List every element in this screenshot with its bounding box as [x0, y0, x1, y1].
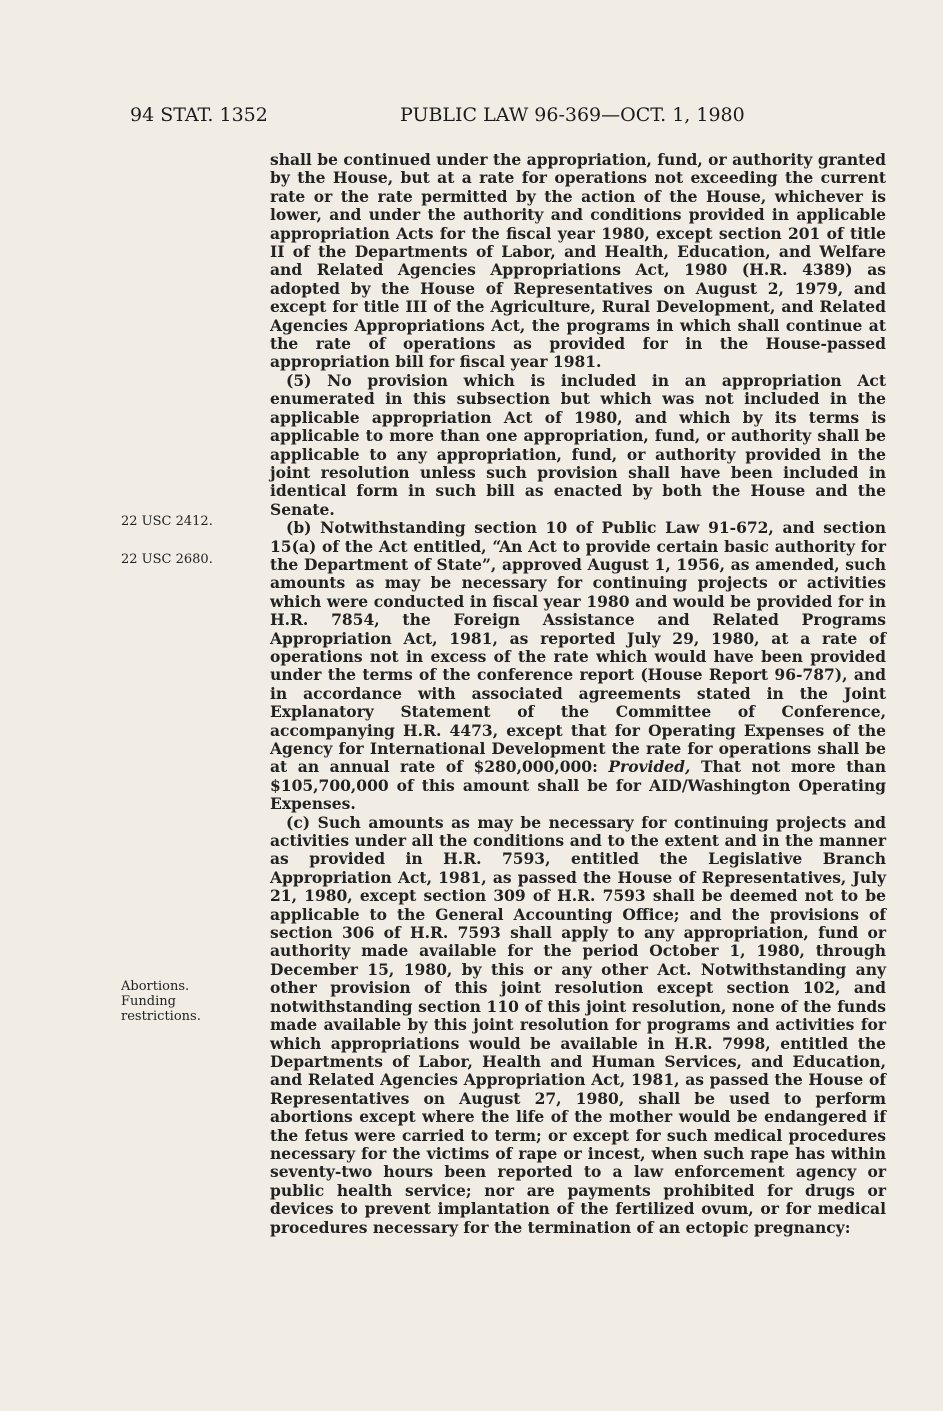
paragraph-continued-appropriation: shall be continued under the appropriation, fund, or authority granted by the House, but at a rate for operations not exceeding the current rate or the rate permitted by the action of the House, whichever is lower, and under the authority and conditions provided in applicable appropriation Acts for the fiscal year 1980, except section 201 of title II of the Departments of Labor, and Health, Education, and Welfare and Related Agencies Appropriations Act, 1980 (H.R. 4389) as adopted by the House of Representatives on August 2, 1979, and except for title III of the Agriculture, Rural Development, and Related Agencies Appropriations Act, the programs in which shall continue at the rate of operations as provided for in the House-passed appropriation bill for fiscal year 1981. [270, 150, 886, 372]
provided-term: Provided, [608, 757, 691, 777]
margin-note-usc-2412: 22 USC 2412. [121, 514, 213, 529]
paragraph-5-provision: (5) No provision which is included in an appropriation Act enumerated in this subsection but which was not included in the applicable appropriation Act of 1980, and which by its terms is applicable to more than one appropriation, fund, or authority shall be applicable to any appropriation, fund, or authority provided in the joint resolution unless such provision shall have been included in identical form in such bill as enacted by both the House and the Senate. [270, 370, 886, 519]
statute-body [270, 151, 886, 1237]
margin-note-usc-2680: 22 USC 2680. [121, 552, 213, 567]
public-law-title: PUBLIC LAW 96-369—OCT. 1, 1980 [400, 104, 745, 126]
paragraph-b-text-2: That not more than $105,700,000 of this amount shall be for AID/Washington Operating Expenses. [270, 757, 886, 814]
page-header [120, 104, 780, 134]
margin-note-funding-line: Funding [121, 994, 176, 1009]
paragraph-c-legislative-branch: (c) Such amounts as may be necessary for continuing projects and activities under all the conditions and to the extent and in the manner as provided in H.R. 7593, entitled the Legislative Branch Appropriation Act, 1981, as passed the House of Representatives, July 21, 1980, except section 309 of H.R. 7593 shall be deemed not to be applicable to the General Accounting Office; and the provisions of section 306 of H.R. 7593 shall apply to any appropriation, fund or authority made available for the period October 1, 1980, through December 15, 1980, by this or any other Act. Notwithstanding any other provision of this joint resolution except section 102, and notwithstanding section 110 of this joint resolution, none of the funds made available by this joint resolution for programs and activities for which appropriations would be available in H.R. 7998, entitled the Departments of Labor, Health and Human Services, and Education, and Related Agencies Appropriation Act, 1981, as passed the House of Representatives on August 27, 1980, shall be used to perform abortions except where the life of the mother would be endangered if the fetus were carried to term; or except for such medical procedures necessary for the victims of rape or incest, when such rape has within seventy-two hours been reported to a law enforcement agency or public health service; nor are payments prohibited for drugs or devices to prevent implantation of the fertilized ovum, or for medical procedures necessary for the termination of an ectopic pregnancy: [270, 812, 886, 1237]
paragraph-b-text-1: (b) Notwithstanding section 10 of Public Law 91-672, and section 15(a) of the Act entitled, “An Act to provide certain basic authority for the Department of State”, approved August 1, 1956, as amended, such amounts as may be necessary for continuing projects or activities which were conducted in fiscal year 1980 and would be provided for in H.R. 7854, the Foreign Assistance and Related Programs Appropriation Act, 1981, as reported July 29, 1980, at a rate of operations not in excess of the rate which would have been provided under the terms of the conference report (House Report 96-787), and in accordance with associated agreements stated in the Joint Explanatory Statement of the Committee of Conference, accompanying H.R. 4473, except that for Operating Expenses of the Agency for International Development the rate for operations shall be at an annual rate of $280,000,000: [270, 518, 886, 777]
margin-note-abortions-line: Abortions. [121, 979, 190, 994]
paragraph-b-foreign-assistance [270, 519, 886, 814]
margin-note-abortions [121, 979, 201, 1024]
margin-note-restrictions-line: restrictions. [121, 1009, 201, 1024]
statute-citation: 94 STAT. 1352 [130, 104, 268, 126]
